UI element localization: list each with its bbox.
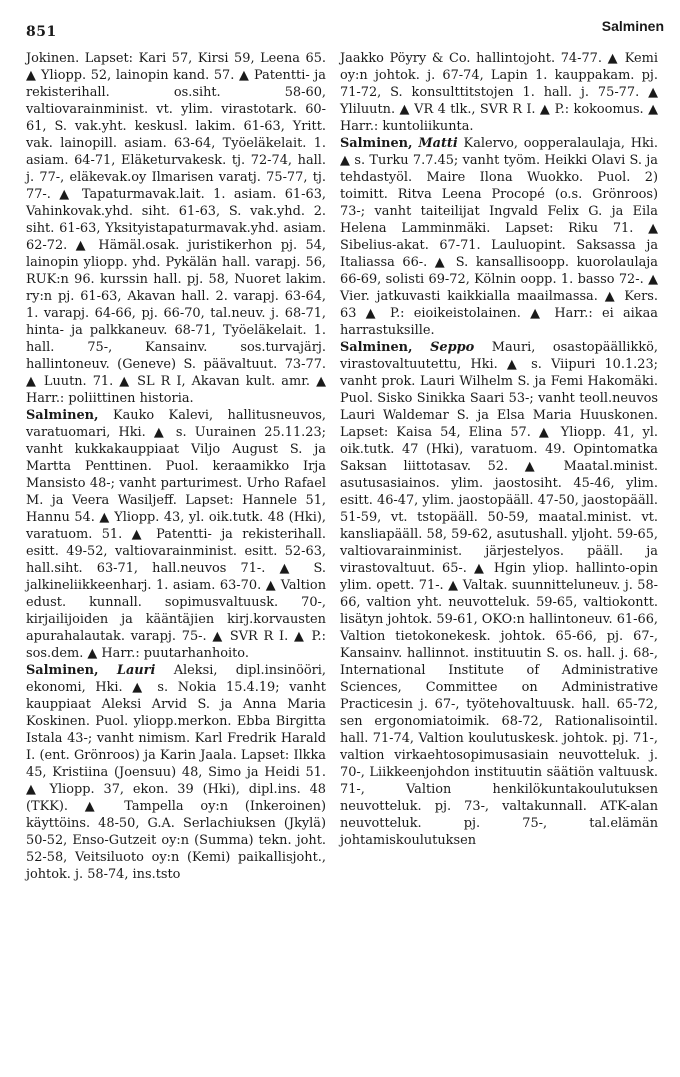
entry-continuation bbox=[340, 50, 658, 135]
entry-text: Jokinen. Lapset: Kari 57, Kirsi 59, Leena 65. ▲ Yliopp. 52, lainopin kand. 57. ▲ Patentti- ja rekisterihall. os.siht. 58-60, valtiovarainminist. vt. ylim. virastotark. 60-61, S. vak.yht. keskusl. lakim. 61-63, Yritt. vak. lainopill. asiam. 63-64, Työeläkelait. 1. asiam. 64-71, Eläketurvakesk. tj. 72-74, hall. j. 77-, eläkevak.oy Ilmarisen varatj. 75-77, tj. 77-. ▲ Tapaturmavak.lait. 1. asiam. 61-63, Vahinkovak.yhd. siht. 61-63, S. vak.yhd. 2. siht. 61-63, Yksityistapaturmavak.yhd. asiam. 62-72. ▲ Hämäl.osak. juristikerhon pj. 54, lainopin yliopp. yhd. Pykälän hall. varapj. 56, RUK:n 96. kurssin hall. pj. 58, Nuoret lakim. ry:n pj. 61-63, Akavan hall. 2. varapj. 63-64, 1. varapj. 64-66, pj. 66-70, tal.neuv. j. 68-71, hinta- ja palkkaneuv. 68-71, Työeläkelait. 1. hall. 75-, Kansainv. sos.turvajärj. hallintoneuv. (Geneve) S. päävaltuut. 73-77. ▲ Luutn. 71. ▲ SL R I, Akavan kult. amr. ▲ Harr.: poliittinen historia. bbox=[26, 51, 326, 406]
running-head: Salminen bbox=[601, 18, 664, 34]
entry-text: Kalervo, oopperalaulaja, Hki. ▲ s. Turku 7.7.45; vanht työm. Heikki Olavi S. ja tehdastyöl. Maire Ilona Wuokko. Puol. 2) toimitt. Ritva Leena Procopé (o.s. Grönroos) 73-; vanht taiteilijat Ingvald Felix G. ja Eila Helena Lamminmäki. Lapset: Riku 71. ▲ Sibelius-akat. 67-71. Lauluopint. Saksassa ja Italiassa 66-. ▲ S. kansallisoopp. kuorolaulaja 66-69, solisti 69-72, Kölnin oopp. 1. basso 72-. ▲ Vier. jatkuvasti kaikkialla maailmassa. ▲ Kers. 63 ▲ P.: eioikeistolainen. ▲ Harr.: ei aikaa harrastuksille. bbox=[340, 136, 658, 338]
entry-salminen-kauko bbox=[26, 407, 326, 662]
entry-text: Jaakko Pöyry & Co. hallintojoht. 74-77. ▲ Kemi oy:n johtok. j. 67-74, Lapin 1. kauppakam. pj. 71-72, S. konsulttitstojen 1. hall. j. 75-77. ▲ Yliluutn. ▲ VR 4 tlk., SVR R I. ▲ P.: kokoomus. ▲ Harr.: kuntoliikunta. bbox=[340, 51, 658, 134]
entry-given-name: Lauri bbox=[116, 663, 156, 678]
entry-salminen-lauri bbox=[26, 662, 326, 883]
page-number: 851 bbox=[26, 24, 57, 40]
entry-headword: Salminen, bbox=[340, 340, 413, 355]
entry-text: Mauri, osastopäällikkö, virastovaltuutettu, Hki. ▲ s. Viipuri 10.1.23; vanht prok. Lauri Wilhelm S. ja Femi Hakomäki. Puol. Sisko Sinikka Saari 53-; vanht teoll.neuvos Lauri Waldemar S. ja Elsa Maria Huuskonen. Lapset: Kaisa 54, Elina 57. ▲ Yliopp. 41, yl. oik.tutk. 47 (Hki), varatuom. 49. Opintomatka Saksan liittotasav. 52. ▲ Maatal.minist. asutusasiainos. ylim. jaostosiht. 45-46, ylim. esitt. 46-47, ylim. jaostopääll. 47-50, jaostopääll. 51-59, vt. tstopääll. 50-59, maatal.minist. vt. kansliapääll. 58, 59-62, asutushall. yljoht. 59-65, valtiovarainminist. järjestelyos. pääll. ja virastovaltuut. 65-. ▲ Hgin yliop. hallinto-opin ylim. opett. 71-. ▲ Valtak. suunnitteluneuv. j. 58-66, valtion yht. neuvotteluk. 59-65, valtiokontt. lisätyn johtok. 59-61, OKO:n hallintoneuv. 61-66, Valtion tietokonekesk. johtok. 65-66, pj. 67-, Kansainv. hallinnot. instituutin S. os. hall. j. 68-, International Institute of Administrative Sciences, Committee on Administrative Practicesin j. 67-, työtehovaltuusk. hall. 65-72, sen ergonomiatoimik. 68-72, Rationalisointil. hall. 71-74, Valtion koulutuskesk. johtok. pj. 71-, valtion virkaehtosopimusasiain neuvotteluk. j. 70-, Liikkeenjohdon instituutin säätiön valtuusk. 71-, Valtion henkilökuntakoulutuksen neuvotteluk. pj. 73-, valtakunnall. ATK-alan neuvotteluk. pj. 75-, tal.elämän johtamiskoulutuksen bbox=[340, 340, 658, 848]
entry-headword: Salminen, bbox=[26, 408, 99, 423]
entry-headword: Salminen, bbox=[340, 136, 413, 151]
entry-continuation bbox=[26, 50, 326, 407]
entry-headword: Salminen, bbox=[26, 663, 99, 678]
left-column bbox=[26, 50, 326, 883]
entry-salminen-matti bbox=[340, 135, 658, 339]
entry-given-name: Seppo bbox=[430, 340, 475, 355]
entry-given-name: Matti bbox=[418, 136, 458, 151]
right-column bbox=[340, 50, 658, 849]
entry-text: Aleksi, dipl.insinööri, ekonomi, Hki. ▲ s. Nokia 15.4.19; vanht kauppiaat Aleksi Arvid S. ja Anna Maria Koskinen. Puol. yliopp.merkon. Ebba Birgitta Istala 43-; vanht nimism. Karl Fredrik Harald I. (ent. Grönroos) ja Karin Jaala. Lapset: Ilkka 45, Kristiina (Joensuu) 48, Simo ja Heidi 51. ▲ Yliopp. 37, ekon. 39 (Hki), dipl.ins. 48 (TKK). ▲ Tampella oy:n (Inkeroinen) käyttöins. 48-50, G.A. Serlachiuksen (Jkylä) 50-52, Enso-Gutzeit oy:n (Summa) tekn. joht. 52-58, Veitsiluoto oy:n (Kemi) paikallisjoht., johtok. j. 58-74, ins.tsto bbox=[26, 663, 326, 882]
entry-text: Kauko Kalevi, hallitusneuvos, varatuomari, Hki. ▲ s. Uurainen 25.11.23; vanht kukkakauppiaat Viljo August S. ja Martta Penttinen. Puol. keraamikko Irja Mansisto 48-; vanht parturimest. Urho Rafael M. ja Veera Wasiljeff. Lapset: Hannele 51, Hannu 54. ▲ Yliopp. 43, yl. oik.tutk. 48 (Hki), varatuom. 51. ▲ Patentti- ja rekisterihall. esitt. 49-52, valtiovarainminist. esitt. 52-63, hall.siht. 63-71, hall.neuvos 71-. ▲ S. jalkineliikkeenharj. 1. asiam. 63-70. ▲ Valtion edust. kunnall. sopimusvaltuusk. 70-, kirjailijoiden ja kääntäjien kirj.korvausten apurahalautak. varapj. 75-. ▲ SVR R I. ▲ P.: sos.dem. ▲ Harr.: puutarhanhoito. bbox=[26, 408, 326, 661]
entry-salminen-seppo bbox=[340, 339, 658, 849]
